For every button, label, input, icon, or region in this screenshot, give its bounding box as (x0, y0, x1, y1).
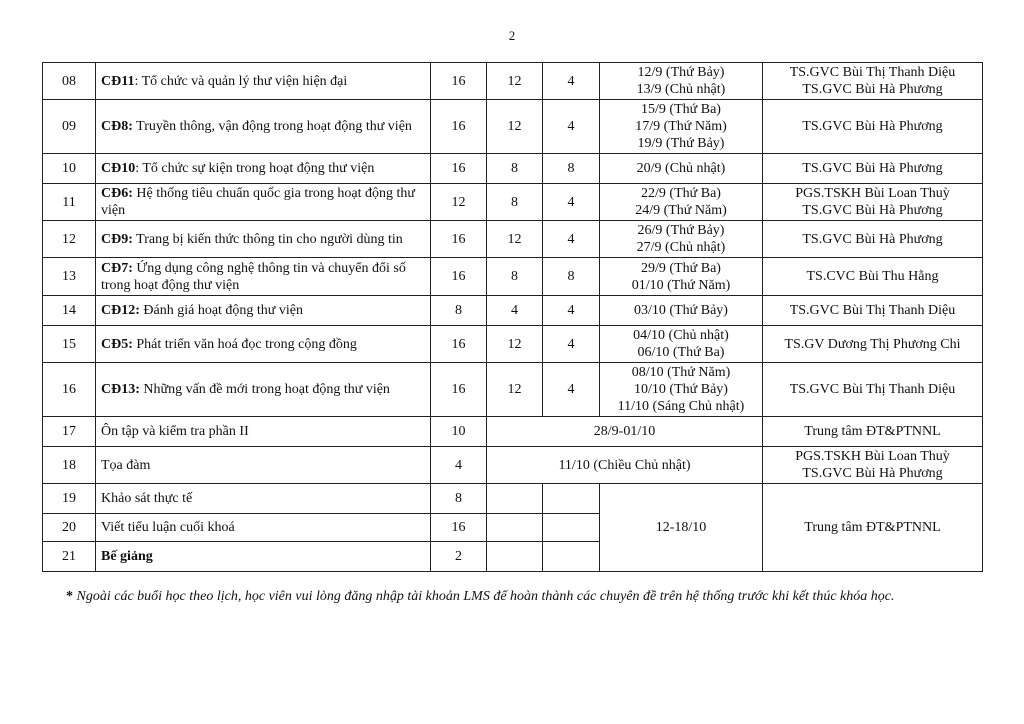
row-number: 11 (43, 184, 96, 221)
table-row (43, 258, 983, 296)
practice-hours: 4 (543, 184, 600, 221)
theory-hours (487, 514, 543, 542)
topic-title: Viết tiểu luận cuối khoá (96, 514, 431, 542)
topic-title: Hệ thống tiêu chuẩn quốc gia trong hoạt động thư viện (101, 186, 415, 218)
topic-cell (96, 258, 431, 296)
schedule-dates: 20/9 (Chủ nhật) (600, 154, 763, 184)
topic-code: CĐ7: (101, 260, 133, 276)
schedule-dates: 26/9 (Thứ Bảy) 27/9 (Chủ nhật) (600, 221, 763, 258)
total-hours: 16 (431, 63, 487, 100)
topic-code: CĐ10 (101, 161, 136, 176)
lecturer: PGS.TSKH Bùi Loan Thuỳ TS.GVC Bùi Hà Phương (763, 184, 983, 221)
practice-hours: 8 (543, 258, 600, 296)
final-lecturer: Trung tâm ĐT&PTNNL (763, 484, 983, 572)
row-number: 20 (43, 514, 96, 542)
total-hours: 4 (431, 447, 487, 484)
topic-code: CĐ12: (101, 303, 140, 318)
row-number: 12 (43, 221, 96, 258)
topic-title: Bế giảng (96, 542, 431, 572)
total-hours: 2 (431, 542, 487, 572)
schedule-dates: 29/9 (Thứ Ba) 01/10 (Thứ Năm) (600, 258, 763, 296)
topic-code: CĐ11 (101, 73, 135, 89)
lecturer: TS.GVC Bùi Hà Phương (763, 154, 983, 184)
topic-cell (96, 184, 431, 221)
row-number: 19 (43, 484, 96, 514)
table-row (43, 184, 983, 221)
topic-title: Khảo sát thực tế (96, 484, 431, 514)
lecturer: TS.GVC Bùi Hà Phương (763, 100, 983, 154)
topic-code: CĐ9: (101, 231, 133, 247)
topic-code: CĐ13: (101, 382, 140, 397)
topic-cell (96, 363, 431, 417)
total-hours: 8 (431, 484, 487, 514)
practice-hours: 4 (543, 63, 600, 100)
row-number: 13 (43, 258, 96, 296)
practice-hours (543, 484, 600, 514)
row-number: 08 (43, 63, 96, 100)
row-number: 10 (43, 154, 96, 184)
table-row (43, 484, 983, 514)
topic-title: Ứng dụng công nghệ thông tin và chuyển đổi số trong hoạt động thư viện (101, 260, 406, 293)
theory-hours (487, 542, 543, 572)
topic-title: Những vấn đề mới trong hoạt động thư viện (139, 382, 390, 397)
row-number: 17 (43, 417, 96, 447)
table-row (43, 296, 983, 326)
row-number: 18 (43, 447, 96, 484)
row-number: 16 (43, 363, 96, 417)
row-number: 09 (43, 100, 96, 154)
practice-hours: 4 (543, 363, 600, 417)
practice-hours: 4 (543, 100, 600, 154)
footnote-star: * (66, 589, 73, 604)
total-hours: 16 (431, 221, 487, 258)
topic-separator: : (134, 73, 139, 89)
topic-title: Ôn tập và kiểm tra phần II (96, 417, 431, 447)
total-hours: 16 (431, 100, 487, 154)
lecturer: TS.GVC Bùi Hà Phương (763, 221, 983, 258)
table-row (43, 363, 983, 417)
total-hours: 10 (431, 417, 487, 447)
total-hours: 16 (431, 514, 487, 542)
theory-hours: 12 (487, 363, 543, 417)
row-number: 15 (43, 326, 96, 363)
schedule-dates: 04/10 (Chủ nhật) 06/10 (Thứ Ba) (600, 326, 763, 363)
table-row (43, 417, 983, 447)
topic-code: CĐ6: (101, 186, 133, 201)
practice-hours: 8 (543, 154, 600, 184)
lecturer: TS.GVC Bùi Thị Thanh Diệu (763, 363, 983, 417)
topic-code: CĐ5: (101, 336, 133, 352)
theory-hours: 8 (487, 258, 543, 296)
schedule-dates: 28/9-01/10 (487, 417, 763, 447)
topic-code: CĐ8: (101, 119, 133, 134)
lecturer: TS.GVC Bùi Thị Thanh Diệu (763, 296, 983, 326)
topic-cell (96, 100, 431, 154)
footnote-text: Ngoài các buổi học theo lịch, học viên vui lòng đăng nhập tài khoản LMS để hoàn thành các chuyên đề trên hệ thống trước khi kết thúc khóa học. (73, 589, 895, 604)
theory-hours: 8 (487, 154, 543, 184)
topic-title: Phát triển văn hoá đọc trong cộng đồng (132, 336, 357, 352)
topic-title: Truyền thông, vận động trong hoạt động thư viện (132, 119, 412, 134)
page-number: 2 (508, 28, 516, 43)
topic-title: Tổ chức sự kiện trong hoạt động thư viện (139, 161, 375, 176)
theory-hours: 12 (487, 63, 543, 100)
topic-cell (96, 154, 431, 184)
theory-hours: 4 (487, 296, 543, 326)
practice-hours: 4 (543, 221, 600, 258)
total-hours: 12 (431, 184, 487, 221)
schedule-dates: 08/10 (Thứ Năm) 10/10 (Thứ Bảy) 11/10 (Sáng Chủ nhật) (600, 363, 763, 417)
schedule-dates: 11/10 (Chiều Chủ nhật) (487, 447, 763, 484)
topic-cell (96, 296, 431, 326)
lecturer: TS.GVC Bùi Thị Thanh Diệu TS.GVC Bùi Hà Phương (763, 63, 983, 100)
schedule-dates: 22/9 (Thứ Ba) 24/9 (Thứ Năm) (600, 184, 763, 221)
table-row (43, 63, 983, 100)
topic-separator: : (135, 161, 140, 176)
lecturer: TS.GV Dương Thị Phương Chi (763, 326, 983, 363)
total-hours: 16 (431, 154, 487, 184)
table-row (43, 100, 983, 154)
final-dates: 12-18/10 (600, 484, 763, 572)
topic-title: Trang bị kiến thức thông tin cho người dùng tin (132, 231, 403, 247)
lecturer: Trung tâm ĐT&PTNNL (763, 417, 983, 447)
total-hours: 16 (431, 363, 487, 417)
practice-hours (543, 514, 600, 542)
total-hours: 8 (431, 296, 487, 326)
topic-title: Tổ chức và quản lý thư viện hiện đại (138, 73, 348, 89)
course-schedule-table (42, 62, 983, 572)
table-row (43, 326, 983, 363)
topic-cell (96, 63, 431, 100)
row-number: 14 (43, 296, 96, 326)
row-number: 21 (43, 542, 96, 572)
practice-hours: 4 (543, 296, 600, 326)
topic-title: Đánh giá hoạt động thư viện (139, 303, 304, 318)
practice-hours: 4 (543, 326, 600, 363)
theory-hours: 12 (487, 100, 543, 154)
practice-hours (543, 542, 600, 572)
table-row (43, 221, 983, 258)
schedule-dates: 12/9 (Thứ Bảy) 13/9 (Chủ nhật) (600, 63, 763, 100)
topic-title: Tọa đàm (96, 447, 431, 484)
theory-hours: 12 (487, 221, 543, 258)
theory-hours: 12 (487, 326, 543, 363)
table-row (43, 447, 983, 484)
total-hours: 16 (431, 326, 487, 363)
theory-hours: 8 (487, 184, 543, 221)
schedule-dates: 03/10 (Thứ Bảy) (600, 296, 763, 326)
lecturer: TS.CVC Bùi Thu Hằng (763, 258, 983, 296)
schedule-dates: 15/9 (Thứ Ba) 17/9 (Thứ Năm) 19/9 (Thứ Bảy) (600, 100, 763, 154)
table-row (43, 154, 983, 184)
lecturer: PGS.TSKH Bùi Loan Thuỳ TS.GVC Bùi Hà Phương (763, 447, 983, 484)
footnote (66, 586, 966, 607)
topic-cell (96, 326, 431, 363)
theory-hours (487, 484, 543, 514)
total-hours: 16 (431, 258, 487, 296)
topic-cell (96, 221, 431, 258)
